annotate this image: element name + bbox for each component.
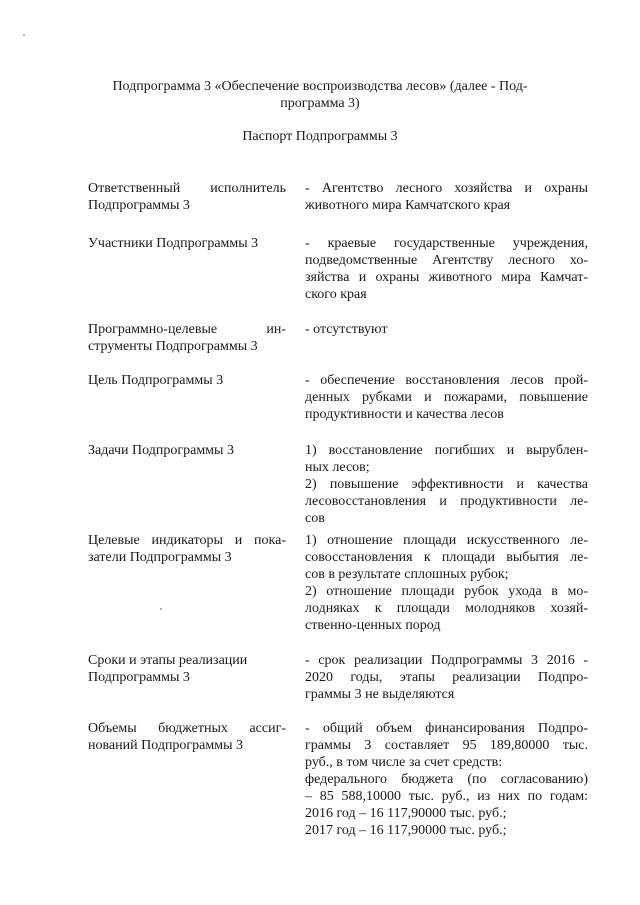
row-label-responsible: Ответственный исполнитель — [88, 181, 286, 196]
row-value-budget: – 85 588,10000 тыс. руб., из них по годам: — [305, 789, 588, 804]
row-value-responsible: животного мира Камчатского края — [305, 198, 511, 213]
row-label-responsible: Подпрограммы 3 — [88, 198, 190, 213]
subprogram-title-line-1: Подпрограмма 3 «Обеспечение воспроизводства лесов» (далее - Под- — [112, 79, 528, 94]
row-value-budget: 2017 год – 16 117,90000 тыс. руб.; — [305, 823, 507, 838]
scan-speck — [160, 608, 162, 610]
row-value-goal: денных рубками и пожарами, повышение — [305, 390, 588, 405]
row-value-budget: граммы 3 составляет 95 189,80000 тыс. — [305, 738, 588, 753]
row-label-budget: нований Подпрограммы 3 — [88, 738, 244, 753]
subprogram-title-line-2: программа 3) — [280, 96, 360, 111]
row-value-participants: подведомственные Агентству лесного хо- — [305, 253, 588, 268]
passport-title: Паспорт Подпрограммы 3 — [242, 129, 398, 144]
row-value-budget: - общий объем финансирования Подпро- — [305, 721, 588, 736]
row-label-participants: Участники Подпрограммы 3 — [88, 236, 259, 251]
row-label-timeline: Подпрограммы 3 — [88, 670, 190, 685]
row-value-tasks: ных лесов; — [305, 460, 370, 475]
row-value-goal: - обеспечение восстановления лесов прой- — [305, 373, 588, 388]
row-label-indicators: Целевые индикаторы и пока- — [88, 533, 286, 548]
row-value-indicators: ственно-ценных пород — [305, 618, 441, 633]
row-value-timeline: 2020 годы, этапы реализации Подпро- — [305, 670, 588, 685]
row-value-tasks: 1) восстановление погибших и вырублен- — [305, 443, 588, 458]
row-value-indicators: совосстановления к площади выбытия ле- — [305, 550, 588, 565]
scan-speck — [23, 34, 25, 36]
row-label-tasks: Задачи Подпрограммы 3 — [88, 443, 234, 458]
row-value-participants: - краевые государственные учреждения, — [305, 236, 588, 251]
row-value-responsible: - Агентство лесного хозяйства и охраны — [305, 181, 588, 196]
row-label-budget: Объемы бюджетных ассиг- — [88, 721, 286, 736]
row-label-indicators: затели Подпрограммы 3 — [88, 550, 232, 565]
row-value-indicators: лодняках к площади молодняков хозяй- — [305, 601, 588, 616]
row-value-budget: руб., в том числе за счет средств: — [305, 755, 503, 770]
row-value-indicators: сов в результате сплошных рубок; — [305, 567, 509, 582]
row-value-tasks: 2) повышение эффективности и качества — [305, 477, 588, 492]
row-label-instruments: Программно-целевые ин- — [88, 322, 286, 337]
row-value-budget: федерального бюджета (по согласованию) — [305, 772, 588, 787]
row-value-participants: зяйства и охраны животного мира Камчат- — [305, 270, 588, 285]
row-value-indicators: 1) отношение площади искусственного ле- — [305, 533, 588, 548]
row-value-instruments: - отсутствуют — [305, 322, 388, 337]
row-value-participants: ского края — [305, 287, 367, 302]
row-label-timeline: Сроки и этапы реализации — [88, 653, 248, 668]
row-value-timeline: граммы 3 не выделяются — [305, 687, 455, 702]
row-value-tasks: сов — [305, 511, 325, 526]
row-value-timeline: - срок реализации Подпрограммы 3 2016 - — [305, 653, 588, 668]
row-value-goal: продуктивности и качества лесов — [305, 407, 504, 422]
row-label-instruments: струменты Подпрограммы 3 — [88, 339, 258, 354]
row-value-budget: 2016 год – 16 117,90000 тыс. руб.; — [305, 806, 507, 821]
row-value-indicators: 2) отношение площади рубок ухода в мо- — [305, 584, 588, 599]
row-value-tasks: лесовосстановления и продуктивности ле- — [305, 494, 588, 509]
row-label-goal: Цель Подпрограммы 3 — [88, 373, 224, 388]
